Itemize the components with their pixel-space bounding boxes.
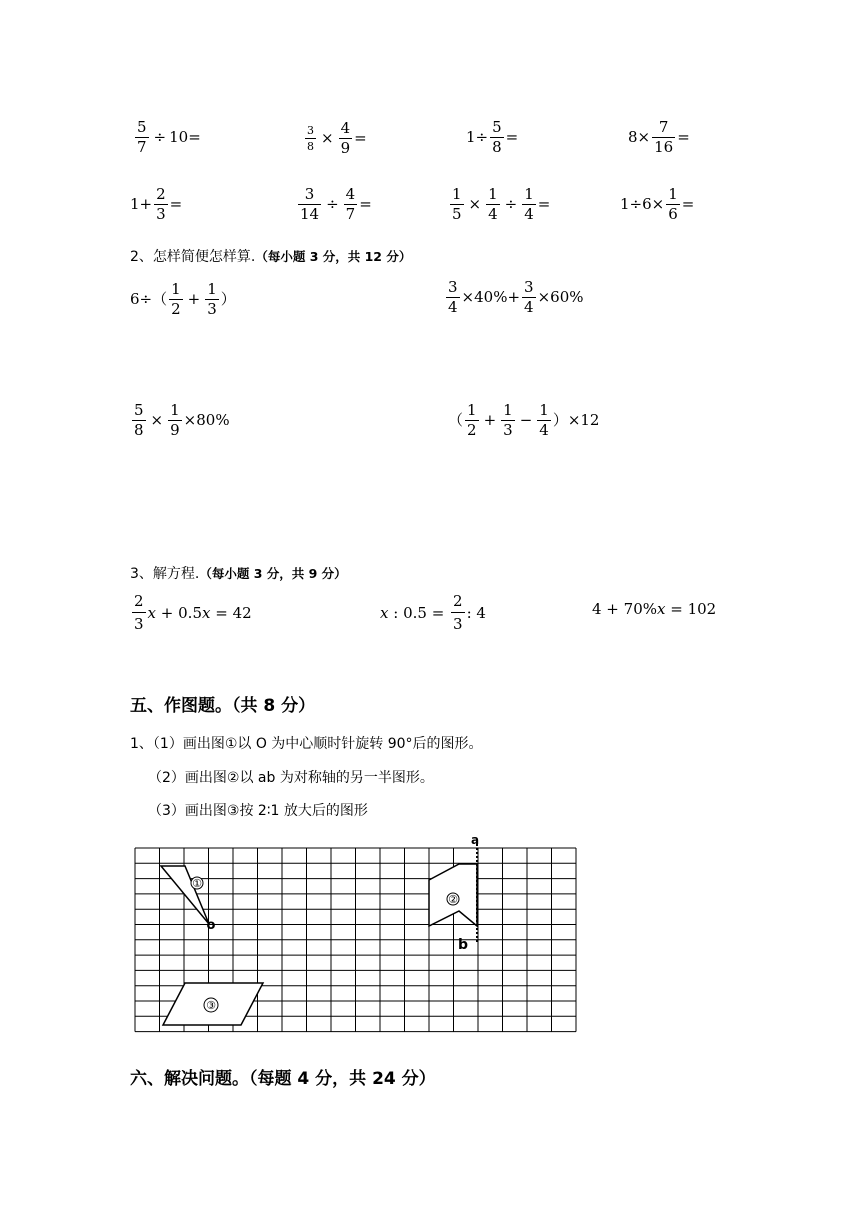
point-b-label: b [457,937,469,953]
calc-1-4: 8× $\frac{7}{16}$ = [628,118,690,156]
calc-2-4: 1÷6× $\frac{1}{6}$ = [620,185,695,223]
calc-1-1: $\frac{5}{7}$ ÷ 10= [137,118,201,156]
section6-heading: 六、解决问题。（每题 4 分，共 24 分） [130,1069,436,1089]
shape-1-label: ① [192,877,202,890]
calc-2-3: $\frac{1}{5}$ × $\frac{1}{4}$ ÷ $\frac{1}{4}$ = [452,185,551,223]
simplify-2: $\frac{3}{4}$ ×40%+ $\frac{3}{4}$ ×60% [448,278,584,316]
equation-1: $\frac{2}{3}$ x + 0.5 x = 42 [134,592,252,633]
drawing-grid [133,832,588,1044]
simplify-3: $\frac{5}{8}$ × $\frac{1}{9}$ ×80% [134,401,230,439]
section5-heading: 五、作图题。（共 8 分） [130,696,316,716]
simplify-4: （ $\frac{1}{2}$ + $\frac{1}{3}$ − $\frac{1}{4}$ ）×12 [448,401,600,439]
shape-3-label: ③ [206,999,216,1012]
section3-title: 3、解方程.（每小题 3 分，共 9 分） [130,566,347,582]
drawing-q3: （3）画出图③按 2∶1 放大后的图形 [148,803,368,819]
equation-2: x : 0.5 = $\frac{2}{3}$ : 4 [380,592,486,633]
shape-2-label: ② [448,893,458,906]
point-o-label: o [206,918,216,933]
point-a-label: a [470,833,480,847]
shape-1-triangle [161,866,209,924]
drawing-q2: （2）画出图②以 ab 为对称轴的另一半图形。 [148,770,434,786]
calc-2-2: $\frac{3}{14}$ ÷ $\frac{4}{7}$ = [300,185,372,223]
simplify-1: 6÷（ $\frac{1}{2}$ + $\frac{1}{3}$ ） [130,280,236,318]
calc-1-3: 1÷ $\frac{5}{8}$ = [466,118,519,156]
equation-3: 4 + 70% x = 102 [592,600,717,618]
drawing-q1: 1、（1）画出图①以 O 为中心顺时针旋转 90°后的图形。 [130,736,483,752]
calc-1-2: $\frac{3}{8}$ × $\frac{4}{9}$ = [307,119,367,157]
section2-title: 2、怎样简便怎样算.（每小题 3 分，共 12 分） [130,249,412,265]
calc-2-1: 1+ $\frac{2}{3}$ = [130,185,183,223]
